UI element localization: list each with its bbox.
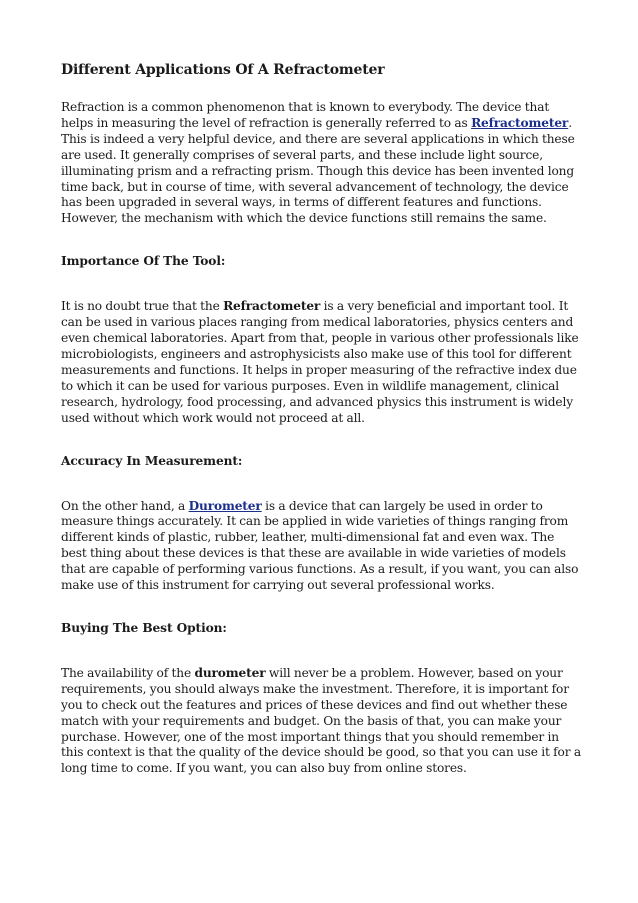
section-heading-buying: Buying The Best Option: (61, 620, 227, 635)
importance-paragraph (61, 299, 581, 426)
refractometer-term: Refractometer (223, 299, 321, 314)
intro-paragraph (61, 100, 581, 227)
intro-text-end: . This is indeed a very helpful device, and there are several applications in which these are used. It generally comprises of several parts, and these include light source, illuminating prism and a refracting prism. Though this device has been invented long time back, but in course of time, with several advancement of technology, the device has been upgraded in several ways, in terms of different features and functions. However, the mechanism with which the device functions still remains the same. (61, 115, 575, 226)
buying-text-end: will never be a problem. However, based on your requirements, you should always make the investment. Therefore, it is important for you to check out the features and prices of these devices and find out whether these match with your requirements and budget. On the basis of that, you can make your purchase. However, one of the most important things that you should remember in this context is that the quality of the device should be good, so that you can use it for a long time to come. If you want, you can also buy from online stores. (61, 665, 581, 776)
document-title: Different Applications Of A Refractometer (61, 62, 385, 78)
section-heading-importance: Importance Of The Tool: (61, 254, 226, 269)
importance-text-start: It is no doubt true that the (61, 299, 224, 314)
durometer-link[interactable]: Durometer (188, 498, 262, 513)
section-heading-accuracy: Accuracy In Measurement: (61, 453, 243, 468)
durometer-term: durometer (194, 665, 266, 680)
accuracy-paragraph (61, 499, 581, 594)
accuracy-text-end: is a device that can largely be used in order to measure things accurately. It can be applied in wide varieties of things ranging from different kinds of plastic, rubber, leather, multi-dimensional fat and even wax. The best thing about these devices is that these are available in wide varieties of models that are capable of performing various functions. As a result, if you want, you can also make use of this instrument for carrying out several professional works. (61, 498, 579, 593)
intro-text-start: Refraction is a common phenomenon that is known to everybody. The device that helps in measuring the level of refraction is generally referred to as (61, 100, 550, 130)
refractometer-link[interactable]: Refractometer (471, 115, 569, 130)
accuracy-text-start: On the other hand, a (61, 498, 189, 513)
buying-text-start: The availability of the (61, 665, 195, 680)
buying-paragraph (61, 666, 581, 777)
document-page (61, 60, 581, 777)
importance-text-end: is a very beneficial and important tool. It can be used in various places ranging from medical laboratories, physics centers and even chemical laboratories. Apart from that, people in various other professionals like microbiologists, engineers and astrophysicists also make use of this tool for different measurements and functions. It helps in proper measuring of the refractive index due to which it can be used for various purposes. Even in wildlife management, clinical research, hydrology, food processing, and advanced physics this instrument is widely used without which work would not proceed at all. (61, 299, 579, 425)
